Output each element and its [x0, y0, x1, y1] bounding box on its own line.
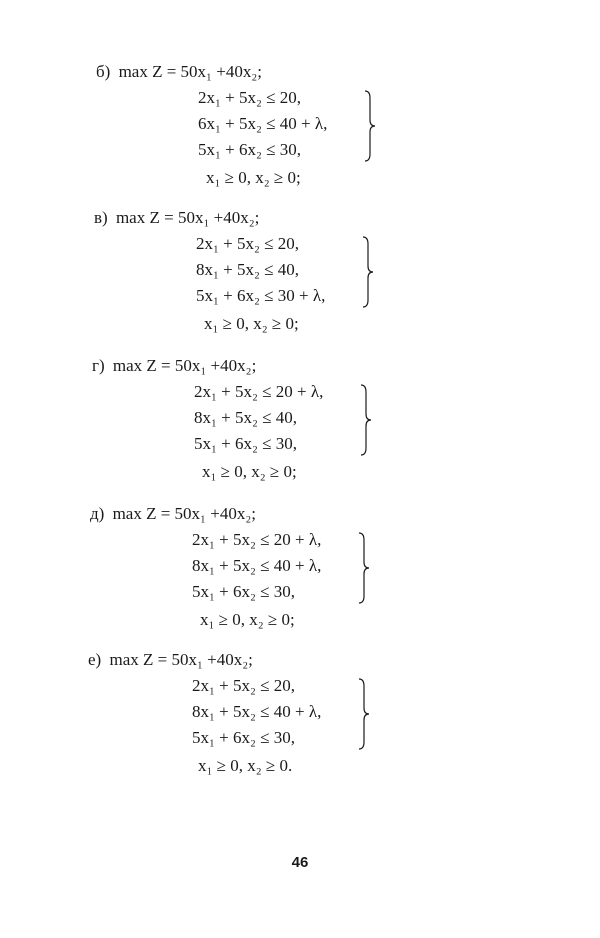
non-negativity: x₁ ≥ 0, x₂ ≥ 0; [200, 610, 295, 629]
objective-function: max Z = 50x₁ +40x₂; [112, 356, 257, 375]
objective-line [90, 504, 256, 524]
right-brace-icon [358, 532, 370, 604]
objective-function: max Z = 50x₁ +40x₂; [118, 62, 262, 81]
problem-label: б) [96, 62, 111, 81]
constraint-2: 6x₁ + 5x₂ ≤ 40 + λ, [198, 114, 328, 133]
objective-function: max Z = 50x₁ +40x₂; [112, 504, 256, 523]
constraint-1: 2x₁ + 5x₂ ≤ 20 + λ, [192, 530, 322, 549]
problem-e [0, 650, 600, 780]
constraint-3: 5x₁ + 6x₂ ≤ 30, [192, 728, 296, 747]
problem-g [0, 356, 600, 486]
objective-line [92, 356, 256, 376]
page-number: 46 [291, 854, 309, 871]
problem-label: г) [92, 356, 105, 375]
constraint-1: 2x₁ + 5x₂ ≤ 20, [196, 234, 300, 253]
right-brace-icon [362, 236, 374, 308]
problem-label: е) [88, 650, 102, 669]
objective-line [88, 650, 253, 670]
objective-line [94, 208, 259, 228]
constraint-3: 5x₁ + 6x₂ ≤ 30 + λ, [196, 286, 326, 305]
problem-label: д) [90, 504, 105, 523]
constraint-3: 5x₁ + 6x₂ ≤ 30, [198, 140, 302, 159]
non-negativity: x₁ ≥ 0, x₂ ≥ 0; [206, 168, 301, 187]
constraint-2: 8x₁ + 5x₂ ≤ 40, [194, 408, 298, 427]
constraint-2: 8x₁ + 5x₂ ≤ 40, [196, 260, 300, 279]
objective-line [96, 62, 262, 82]
constraint-1: 2x₁ + 5x₂ ≤ 20, [192, 676, 296, 695]
right-brace-icon [364, 90, 376, 162]
non-negativity: x₁ ≥ 0, x₂ ≥ 0; [202, 462, 297, 481]
constraint-3: 5x₁ + 6x₂ ≤ 30, [192, 582, 296, 601]
constraint-2: 8x₁ + 5x₂ ≤ 40 + λ, [192, 702, 322, 721]
right-brace-icon [358, 678, 370, 750]
constraint-1: 2x₁ + 5x₂ ≤ 20, [198, 88, 302, 107]
constraint-2: 8x₁ + 5x₂ ≤ 40 + λ, [192, 556, 322, 575]
problem-d [0, 504, 600, 634]
problem-b [0, 62, 600, 192]
problem-label: в) [94, 208, 108, 227]
constraint-3: 5x₁ + 6x₂ ≤ 30, [194, 434, 298, 453]
right-brace-icon [360, 384, 372, 456]
objective-function: max Z = 50x₁ +40x₂; [109, 650, 253, 669]
problem-v [0, 208, 600, 338]
objective-function: max Z = 50x₁ +40x₂; [115, 208, 260, 227]
constraint-1: 2x₁ + 5x₂ ≤ 20 + λ, [194, 382, 324, 401]
non-negativity: x₁ ≥ 0, x₂ ≥ 0. [198, 756, 293, 775]
non-negativity: x₁ ≥ 0, x₂ ≥ 0; [204, 314, 299, 333]
